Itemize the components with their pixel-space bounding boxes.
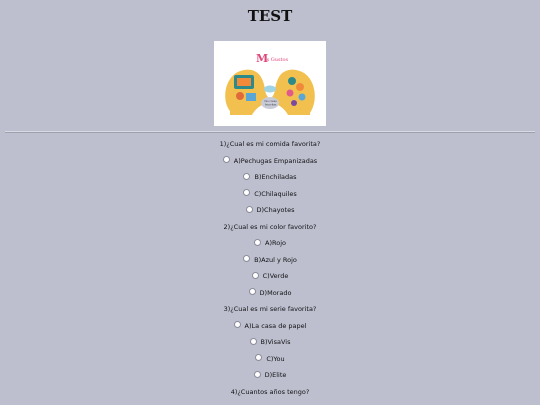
answer-option[interactable] <box>0 354 540 364</box>
radio-button[interactable] <box>243 173 250 180</box>
answer-option[interactable] <box>0 156 540 166</box>
answer-option-label: B)Azul y Rojo <box>254 255 297 264</box>
radio-button[interactable] <box>255 354 262 361</box>
radio-button[interactable] <box>254 239 261 246</box>
answer-option-label: D)Morado <box>259 288 292 297</box>
answer-option-label: A)Pechugas Empanizadas <box>233 156 318 165</box>
answer-option-label: B)Enchiladas <box>254 173 297 181</box>
answer-option[interactable] <box>0 172 540 182</box>
answer-option[interactable] <box>0 271 540 281</box>
question-text: 2)¿Cual es mi color favorito? <box>223 222 317 231</box>
answer-option[interactable] <box>0 238 540 248</box>
question-text: 4)¿Cuantos años tengo? <box>230 387 310 396</box>
radio-button[interactable] <box>246 206 253 213</box>
radio-button[interactable] <box>250 338 257 345</box>
answer-option[interactable] <box>0 337 540 347</box>
answer-option-label: C)You <box>266 354 285 363</box>
answer-option-label: A)La casa de papel <box>244 321 307 330</box>
answer-option[interactable] <box>0 255 540 265</box>
answer-option[interactable] <box>0 321 540 331</box>
question-text: 3)¿Cual es mi serie favorita? <box>223 305 317 313</box>
radio-button[interactable] <box>234 321 241 328</box>
answer-option-label: D)Chayotes <box>256 206 295 214</box>
header-logo-image <box>214 41 326 126</box>
answer-option-label: C)Verde <box>262 272 289 280</box>
answer-option-label: C)Chilaquiles <box>254 189 297 198</box>
radio-button[interactable] <box>249 288 256 295</box>
answer-option-label: D)Elite <box>264 371 287 379</box>
answer-option[interactable] <box>0 288 540 298</box>
svg-text:favoritas: favoritas <box>265 103 277 107</box>
svg-text:M: M <box>256 52 269 65</box>
answer-option[interactable] <box>0 189 540 199</box>
radio-button[interactable] <box>252 272 259 279</box>
answer-option[interactable] <box>0 205 540 215</box>
radio-button[interactable] <box>243 255 250 262</box>
answer-option[interactable] <box>0 370 540 380</box>
radio-button[interactable] <box>223 156 230 163</box>
section-divider <box>5 131 535 133</box>
radio-button[interactable] <box>254 371 261 378</box>
radio-button[interactable] <box>243 189 250 196</box>
svg-text:is Gustos: is Gustos <box>265 57 289 63</box>
svg-text:mis cosas: mis cosas <box>264 100 277 103</box>
answer-option-label: B)VisaVis <box>260 338 291 346</box>
page-title: TEST <box>247 7 293 25</box>
answer-option-label: A)Rojo <box>265 239 286 247</box>
question-text: 1)¿Cual es mi comida favorita? <box>219 140 321 148</box>
